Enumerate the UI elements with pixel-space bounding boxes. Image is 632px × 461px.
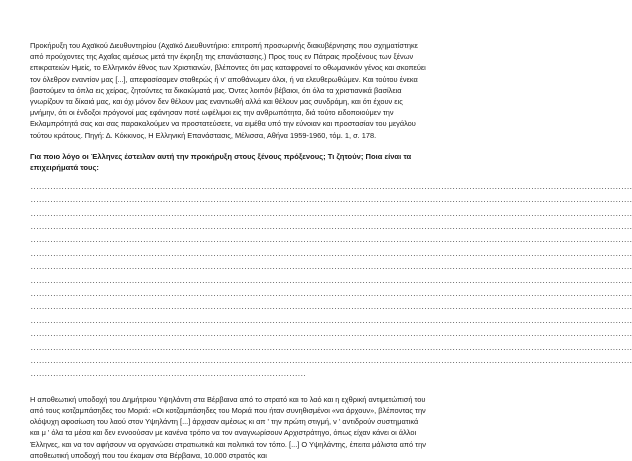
answer-line: ......................................................................................................................................................................................................................: [30, 197, 632, 205]
answer-line: ......................................................................................................................................................................................................................: [30, 224, 632, 231]
answer-line: ......................................................................................................................................................................................................................: [30, 357, 632, 365]
answer-line: ......................................................................................................................................................................................................................: [30, 331, 632, 339]
answer-line: ......................................................................................................................................................................................................................: [30, 277, 632, 285]
source-paragraph: Προκήρυξη του Αχαϊκού Διευθυντηρίου (Αχαϊκό Διευθυντήριο: επιτροπή προσωρινής διακυβέρνησης που σχηματίστηκε από προύχοντες της Αχαΐας αμέσως μετά την έκρηξη της επανάστασης.) Προς τους εν Πάτραις προξένους των ξένων επικρατειών Ημείς, το Ελληνικόν έθνος των Χριστιανών, βλέποντες ότι μας καταφρονεί το οθωμανικόν γένος και σκοπεύει τον όλεθρον εναντίον μας [...], απεφασίσαμεν σταθερώς ή ν' αποθάνωμεν όλοι, ή να ελευθερωθώμεν. Και τούτου ένεκα βαστούμεν τα όπλα εις χείρας, ζητούντες τα δικαιώματά μας. Όντες λοιπόν βέβαιοι, ότι όλα τα χριστιανικά βασίλεια γνωρίζουν τα δίκαιά μας, και όχι μόνον δεν θέλουν μας εναντιωθή αλλά και θέλουν μας συνδράμη, και ότι έχουν εις μνήμην, ότι οι ένδοξοι πρόγονοί μας εφάνησαν ποτέ ωφέλιμοι εις την ανθρωπότητα, διά τούτο ειδοποιούμεν την Εκλαμπρότητά σας και σας παρακαλούμεν να προστατεύσετε, να ειμέθα υπό την εύνοιαν και προστασίαν του μεγάλου τούτου κράτους. Πηγή: Δ. Κόκκινος, Η Ελληνική Επανάστασις, Μέλισσα, Αθήνα 1959-1960, τόμ. 1, σ. 178.: [30, 41, 426, 140]
answer-line: ..................................................................................................: [30, 371, 306, 379]
answer-line: ......................................................................................................................................................................................................................: [30, 237, 632, 245]
answer-line: ......................................................................................................................................................................................................................: [30, 290, 632, 298]
question-text: Για ποιο λόγο οι Έλληνες έστειλαν αυτή την προκήρυξη στους ξένους πρόξενους; Τι ζητούν; Ποια είναι τα επιχειρήματά τους:: [30, 151, 412, 172]
answer-line: ......................................................................................................................................................................................................................: [30, 344, 632, 352]
answer-line: ......................................................................................................................................................................................................................: [30, 250, 632, 258]
answer-line: ......................................................................................................................................................................................................................: [30, 210, 632, 218]
answer-line: ......................................................................................................................................................................................................................: [30, 304, 632, 312]
answer-line: ......................................................................................................................................................................................................................: [30, 183, 632, 191]
answer-line: ......................................................................................................................................................................................................................: [30, 264, 632, 272]
second-paragraph: Η αποθεωτική υποδοχή του Δημήτριου Υψηλάντη στα Βέρβαινα από το στρατό και το λαό και η εχθρική αντιμετώπισή του από τους κοτζαμπάσηδες του Μοριά: «Οι κοτζαμπάσηδες του Μοριά που ήταν συνηθισμένοι «να άρχουν», βλέποντας την ολόψυχη αφοσίωση του λαού στον Υψηλάντη [...] άρχισαν αμέσως κι απ ' την πρώτη στιγμή, ν ' αντιδρούν συστηματικά και μ ' όλα τα μέσα και δεν εννοούσαν με κανένα τρόπο να τον αναγνωρίσουν Αρχιστράτηγο, όπως είχαν κάνει οι άλλοι Έλληνες, και να τον αφήσουν να οργανώσει στρατιωτικά και πολιτικά τον τόπο. [...] Ο Υψηλάντης, έπειτα μάλιστα από την αποθεωτική υποδοχή που του έκαμαν στα Βέρβαινα, 10.000 στρατός και: [30, 394, 426, 460]
answer-line: ......................................................................................................................................................................................................................: [30, 317, 632, 325]
answer-lines: [30, 181, 632, 382]
